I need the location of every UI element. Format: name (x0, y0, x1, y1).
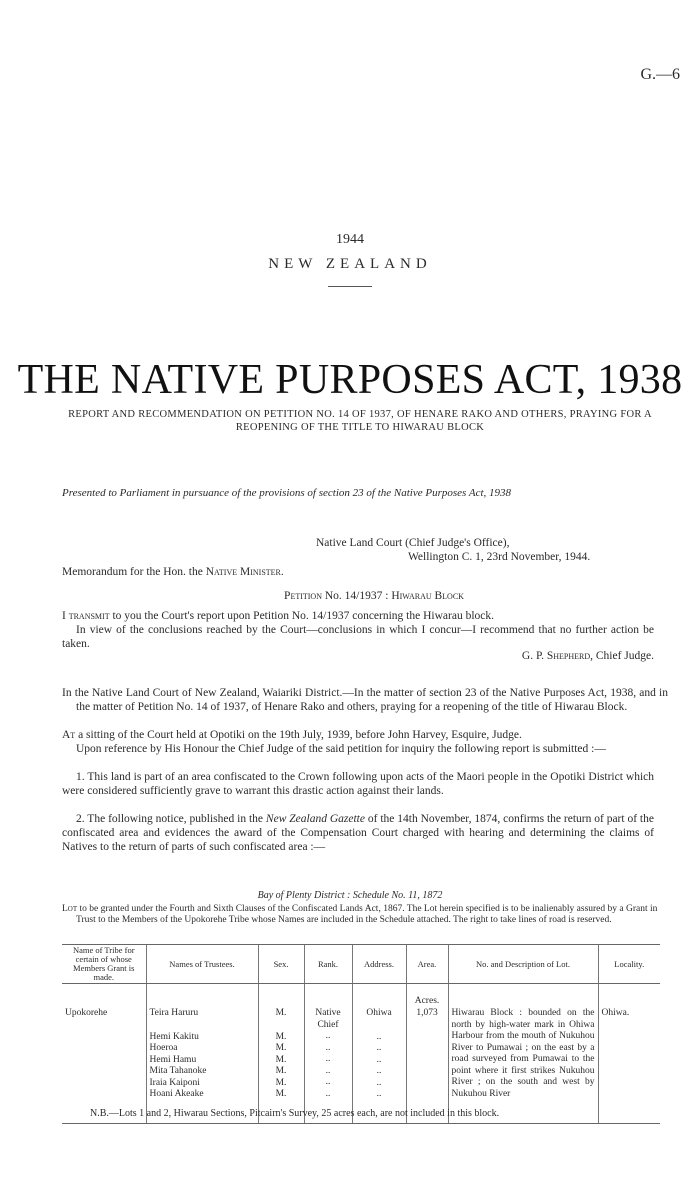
transmit-text: to you the Court's report upon Petition No. 14/1937 concerning the Hiwarau block. (109, 610, 494, 622)
sitting-lead: At (62, 729, 76, 741)
rank-value: .. (325, 1065, 331, 1076)
trustee-sex (258, 984, 304, 1124)
schedule-title: Bay of Plenty District : Schedule No. 11, 1872 (257, 890, 443, 901)
trustee-name: Hoeroa (149, 1043, 178, 1053)
letter-paragraph-1 (62, 609, 654, 623)
area-unit: Acres. (414, 996, 440, 1006)
memorandum-line (62, 566, 284, 578)
gazette-name: New Zealand Gazette (265, 813, 365, 825)
schedule-text (62, 904, 664, 926)
report-intro: In the Native Land Court of New Zealand, Waiariki District.—In the matter of section 23 of the Native Purposes Act, 1938, and in the matter of Petition No. 14 of 1937, of Henare Rako and others, praying for a reopening of the title of Hiwarau Block. (62, 687, 668, 713)
table-row (62, 984, 660, 1124)
column-header: No. and Description of Lot. (448, 945, 598, 984)
trustee-name: Hemi Kakitu (149, 1031, 199, 1042)
schedule-lead: Lot (62, 904, 78, 914)
memo-suffix: . (280, 566, 284, 578)
column-header: Rank. (304, 945, 352, 984)
rank-value: .. (325, 1031, 331, 1041)
trustee-name: Teira Haruru (149, 1008, 199, 1018)
address-value: .. (376, 1077, 382, 1088)
presented-line: Presented to Parliament in pursuance of the provisions of section 23 of the Native Purposes Act, 1938 (62, 487, 512, 499)
sex-value: M. (275, 1054, 287, 1065)
address-value: .. (376, 1043, 382, 1053)
document-subtitle: REPORT AND RECOMMENDATION ON PETITION NO. 14 OF 1937, OF HENARE RAKO AND OTHERS, PRAYING FOR A REOPENING OF THE TITLE TO HIWARAU BLOCK (68, 409, 652, 433)
memo-prefix: Memorandum for the Hon. the (62, 566, 206, 578)
trustee-address (352, 984, 406, 1124)
document-title: THE NATIVE PURPOSES ACT, 1938 (17, 357, 683, 403)
rank-value: Native Chief (315, 1008, 341, 1030)
document-year: 1944 (336, 232, 364, 247)
transmit-lead: I transmit (62, 610, 110, 622)
schedule-body: to be granted under the Fourth and Sixth Clauses of the Confiscated Lands Act, 1867. The Lot herein specified is to be inalienably assured by a Grant in Trust to the Members of the Upokorehe Tribe whose Names are included in the Schedule attached. The right to take lines of road is reserved. (76, 904, 658, 925)
address-value: .. (376, 1066, 382, 1076)
report-paragraph-2 (62, 812, 654, 854)
memo-addressee: Native Minister (205, 566, 281, 578)
sex-value: M. (275, 1077, 287, 1088)
paper-reference: G.—6 (640, 66, 680, 83)
rank-value: .. (325, 1088, 331, 1099)
petition-heading (0, 590, 700, 602)
sex-value: M. (275, 1043, 287, 1053)
address-line-2: Wellington C. 1, 23rd November, 1944. (408, 551, 591, 563)
rank-value: .. (325, 1077, 331, 1087)
petition-heading-c: Hiwarau Block (391, 590, 464, 602)
sex-value: M. (275, 1008, 287, 1018)
area-value: 1,073 (416, 1007, 438, 1018)
column-header: Name of Tribe for certain of whose Members Grant is made. (62, 945, 146, 984)
trustee-name: Hoani Akeake (149, 1089, 204, 1099)
trustee-names (146, 984, 258, 1124)
letter-paragraph-2: In view of the conclusions reached by the Court—conclusions in which I concur—I recommend that no further action be taken. (62, 624, 654, 650)
sex-value: M. (275, 1031, 287, 1042)
sitting-text: a sitting of the Court held at Opotiki on the 19th July, 1939, before John Harvey, Esquire, Judge. (75, 729, 522, 741)
trustee-rank (304, 984, 352, 1124)
column-header: Area. (406, 945, 448, 984)
country-heading: NEW ZEALAND (268, 256, 432, 272)
sex-value: M. (275, 1089, 287, 1099)
rank-value: .. (325, 1054, 331, 1064)
address-line-1: Native Land Court (Chief Judge's Office), (316, 537, 510, 549)
report-reference: Upon reference by His Honour the Chief Judge of the said petition for inquiry the following report is submitted :— (76, 743, 606, 755)
address-value: .. (376, 1031, 382, 1042)
address-value: Ohiwa (366, 1008, 392, 1018)
column-header: Address. (352, 945, 406, 984)
lot-description: Hiwarau Block : bounded on the north by high-water mark in Ohiwa Harbour from the mouth of Nukuhou River to Pumawai ; on the east by a road surveyed from Pumawai to the point where it first strikes Nukuhou River ; on the south and west by Nukuhou River (448, 984, 598, 1124)
schedule-table (62, 944, 660, 1124)
trustee-name: Iraia Kaiponi (149, 1077, 200, 1088)
signature (522, 650, 654, 662)
letter-address (316, 536, 676, 564)
signature-title: , Chief Judge. (590, 650, 654, 662)
footnote: N.B.—Lots 1 and 2, Hiwarau Sections, Pitcairn's Survey, 25 acres each, are not included in this block. (90, 1108, 500, 1119)
report-paragraph-1: 1. This land is part of an area confiscated to the Crown following upon acts of the Maori people in the Opotiki District which were considered sufficiently grave to warrant this drastic action against their lands. (62, 771, 654, 797)
rank-value: .. (325, 1042, 331, 1053)
para2-text-b: of the 14th November, 1874, confirms the return of part of the confiscated area and evidences the award of the Compensation Court charged with hearing and determining the claims of Natives to the return of parts of such confiscated area :— (62, 813, 654, 853)
table-header-row (62, 945, 660, 984)
address-value: .. (376, 1054, 382, 1065)
column-header: Locality. (598, 945, 660, 984)
area-cell (406, 984, 448, 1124)
heading-rule (328, 286, 372, 287)
address-value: .. (376, 1089, 382, 1099)
trustee-name: Hemi Hamu (149, 1054, 197, 1065)
column-header: Names of Trustees. (146, 945, 258, 984)
para2-text-a: 2. The following notice, published in the (76, 813, 266, 825)
trustee-name: Mita Tahanoke (149, 1066, 207, 1076)
column-header: Sex. (258, 945, 304, 984)
report-sitting (62, 728, 668, 742)
sex-value: M. (275, 1066, 287, 1076)
signature-name: G. P. Shepherd (521, 650, 591, 662)
petition-heading-a: Petition (284, 590, 322, 602)
tribe-cell: Upokorehe (62, 984, 146, 1124)
locality-cell: Ohiwa. (598, 984, 660, 1124)
petition-heading-b: No. 14/1937 : (322, 590, 392, 602)
